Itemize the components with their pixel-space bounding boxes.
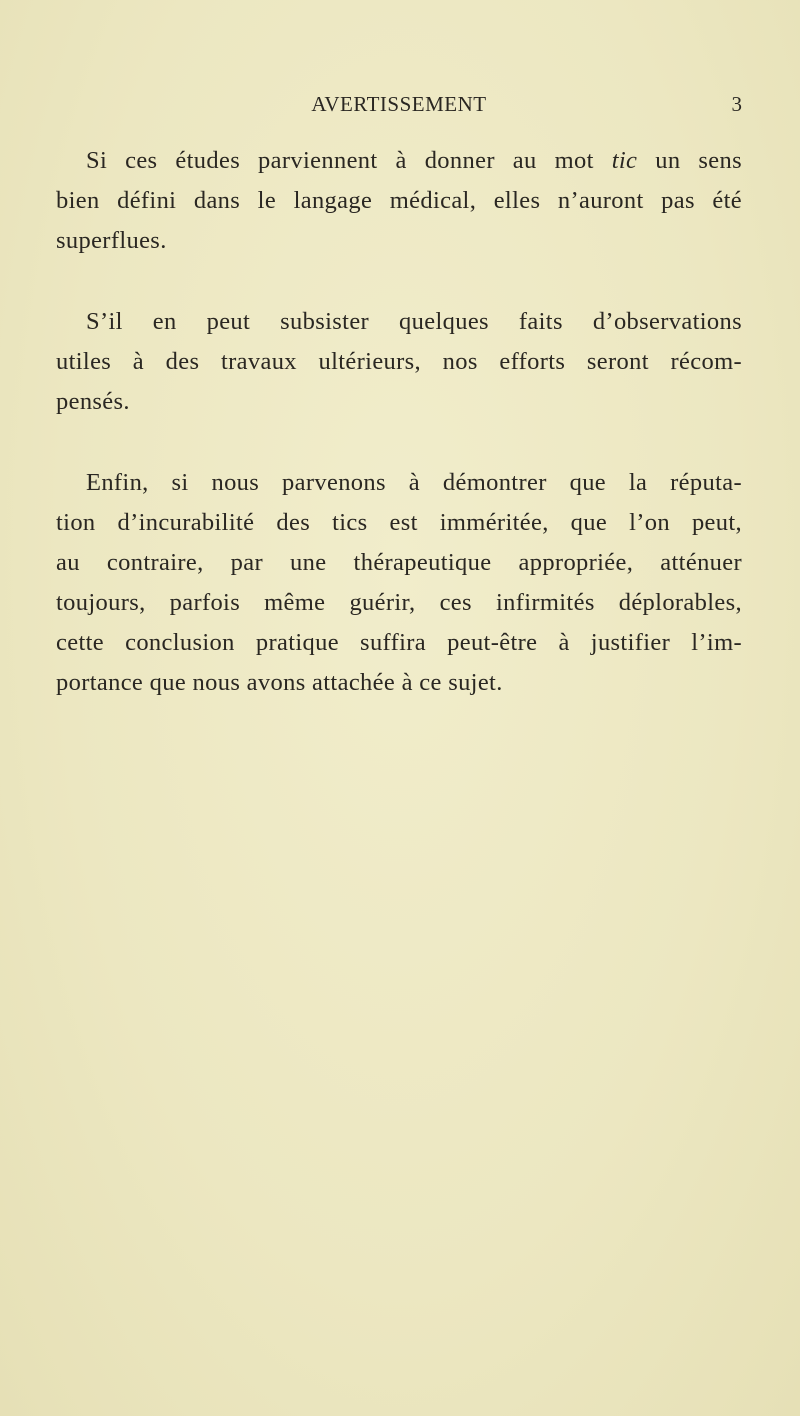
page-header bbox=[56, 92, 742, 124]
text-line: Enfin, si nous parvenons à démontrer que la réputa- bbox=[86, 469, 742, 496]
running-title: AVERTISSEMENT bbox=[311, 92, 487, 116]
page-number: 3 bbox=[731, 92, 742, 116]
text-line: portance que nous avons attachée à ce sujet. bbox=[56, 669, 503, 696]
text-line: au contraire, par une thérapeutique appropriée, atténuer bbox=[56, 549, 742, 576]
text-line: tion d’incurabilité des tics est imméritée, que l’on peut, bbox=[56, 509, 742, 536]
text-line: toujours, parfois même guérir, ces infirmités déplorables, bbox=[56, 589, 742, 616]
paragraph-3 bbox=[56, 463, 742, 703]
body-text bbox=[56, 141, 742, 744]
text-line: cette conclusion pratique suffira peut-être à justifier l’im- bbox=[56, 629, 742, 656]
text-line: superflues. bbox=[56, 227, 167, 254]
text-line: bien défini dans le langage médical, elles n’auront pas été bbox=[56, 187, 742, 214]
paragraph-1 bbox=[56, 141, 742, 261]
text-line: utiles à des travaux ultérieurs, nos efforts seront récom- bbox=[56, 348, 742, 375]
paragraph-2 bbox=[56, 302, 742, 422]
text-line: S’il en peut subsister quelques faits d’observations bbox=[86, 308, 742, 335]
italic-term: tic bbox=[611, 147, 638, 174]
text-line: Si ces études parviennent à donner au mot tic un sens bbox=[86, 147, 743, 174]
text-line: pensés. bbox=[56, 388, 130, 415]
